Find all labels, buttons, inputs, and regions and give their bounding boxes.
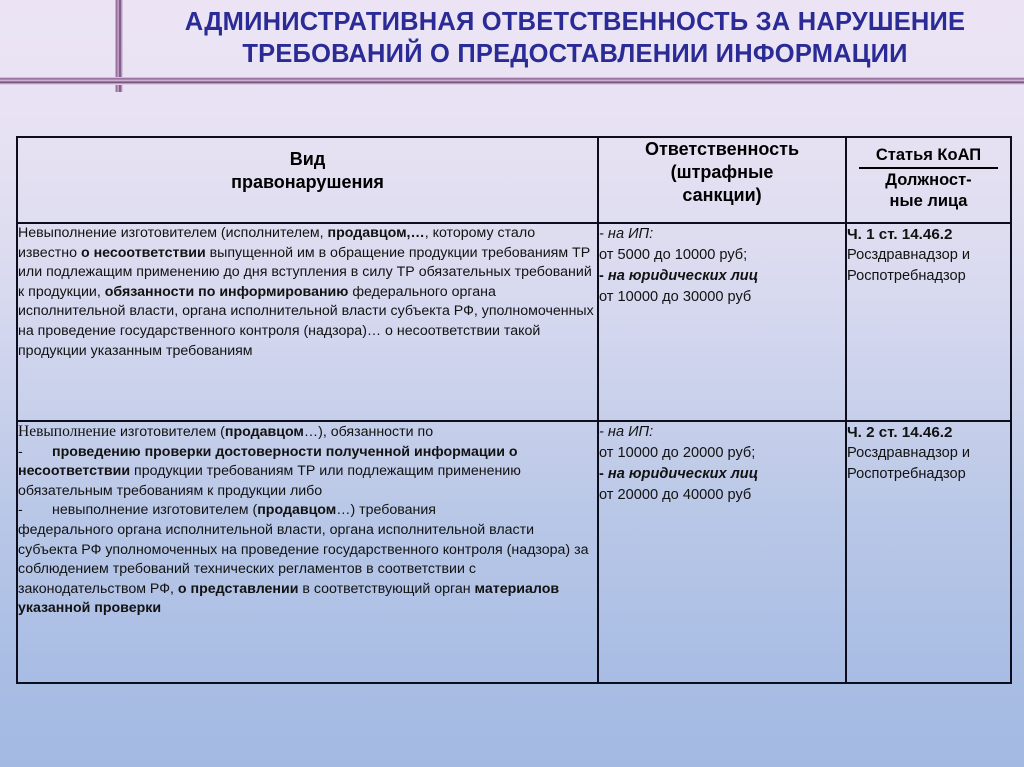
page-title-line2: ТРЕБОВАНИЙ О ПРЕДОСТАВЛЕНИИ ИНФОРМАЦИИ [242,40,908,68]
v2-seg-e: продукции требованиям ТР или подлежащим применению обязательным требованиям к продукции либо [18,463,521,499]
penalty-2-dash: - [599,466,604,482]
article-2-body2: Роспотребнадзор [847,466,966,482]
article-2-body1: Росздравнадзор и [847,445,971,461]
column-header-penalty-line3: санкции) [682,185,762,205]
column-header-article-line2: Должност- [885,171,972,189]
v2-lead: Невыполнение [18,423,117,440]
v1-seg-a: Невыполнение изготовителем (исполнителем, [18,225,328,241]
penalty-1-dash: - [599,268,604,284]
penalty-1-line3 [599,266,845,287]
slide-header [0,0,1024,95]
column-header-violation-line2: правонарушения [231,172,384,192]
article-2-title: Ч. 2 ст. 14.46.2 [847,424,953,441]
penalty-2-line4: от 20000 до 40000 руб [599,487,752,503]
v2-seg-j: о представлении [177,580,299,597]
violation-2-para3 [18,501,597,521]
v1-seg-e: выпущенной им в обращение продукции требованиям ТР или подлежащим применению до дня вступления в силу ТР обязательных требований к продукции, [18,244,592,300]
v2-seg-i: федерального органа исполнительной власти, органа исполнительной власти субъекта РФ уполномоченных на проведение государственного контроля (надзора) за соблюдением требований технических регламентов в соответствии с законодательством РФ, [18,521,589,597]
v2-seg-h: …) требования [336,502,436,519]
penalty-1-line4: от 10000 до 30000 руб [599,289,752,305]
column-header-penalty-line2: (штрафные [670,162,774,182]
cell-penalty-2 [598,421,846,683]
cell-violation-1 [17,223,598,421]
column-header-divider [859,167,998,169]
violation-2-para4 [18,521,597,619]
horizontal-accent-rule [0,77,1024,85]
v1-seg-d: о несоответствии [80,244,206,261]
cell-violation-2 [17,421,598,683]
violation-2-para2 [18,443,597,502]
cell-article-1 [846,223,1011,421]
v1-seg-g: федерального органа исполнительной власти, органа исполнительной власти субъекта РФ, уполномоченных на проведение государственного контроля (надзора)… о несоответствии такой продукции указанным требованиям [18,283,594,359]
violation-2-para1 [18,422,597,443]
v2-seg-l: материалов указанной проверки [18,580,560,617]
table-header-row [17,137,1011,223]
penalty-1-line2: от 5000 до 10000 руб; [599,247,748,263]
article-1-title: Ч. 1 ст. 14.46.2 [847,226,953,243]
v2-seg-g: продавцом [257,502,337,519]
penalty-1-line1: - на ИП: [599,226,654,242]
penalty-2-line3-text: на юридических лиц [603,466,759,482]
v2-seg-a: изготовителем ( [116,424,225,440]
page-title-line1: АДМИНИСТРАТИВНАЯ ОТВЕТСТВЕННОСТЬ ЗА НАРУШЕНИЕ [184,8,966,36]
violation-1-text [18,224,597,361]
v1-seg-b: продавцом,… [327,225,425,241]
v2-seg-f: невыполнение изготовителем ( [52,502,258,519]
article-1-body1: Росздравнадзор и [847,247,971,263]
penalty-1-line3-text: на юридических лиц [603,268,759,284]
cell-penalty-1 [598,223,846,421]
v2-seg-b: продавцом [224,424,304,440]
v2-seg-c: …), обязанности по [303,424,434,440]
table-row [17,421,1011,683]
column-header-article [846,137,1011,223]
page-title [135,6,1015,70]
table-row [17,223,1011,421]
v1-seg-c: , которому стало известно [18,225,536,261]
article-1-body2: Роспотребнадзор [847,268,966,284]
penalty-2-line1: - на ИП: [599,424,654,440]
column-header-violation-line1: Вид [289,149,326,169]
cell-article-2 [846,421,1011,683]
column-header-article-line3: ные лица [889,192,968,210]
v1-seg-f: обязанности по информированию [104,283,349,300]
column-header-article-line1: Статья КоАП [875,146,982,164]
responsibility-table [16,136,1012,684]
penalty-2-line2: от 10000 до 20000 руб; [599,445,756,461]
v2-bullet-dash-1: - [18,443,23,460]
penalty-2-line3 [599,464,845,485]
v2-seg-d: проведению проверки достоверности полученной информации о несоответствии [18,443,518,480]
column-header-violation-type [17,137,598,223]
column-header-penalty-line1: Ответственность [644,139,800,159]
v2-seg-k: в соответствующий орган [298,580,475,597]
v2-bullet-dash-2: - [18,502,23,519]
column-header-penalty [598,137,846,223]
